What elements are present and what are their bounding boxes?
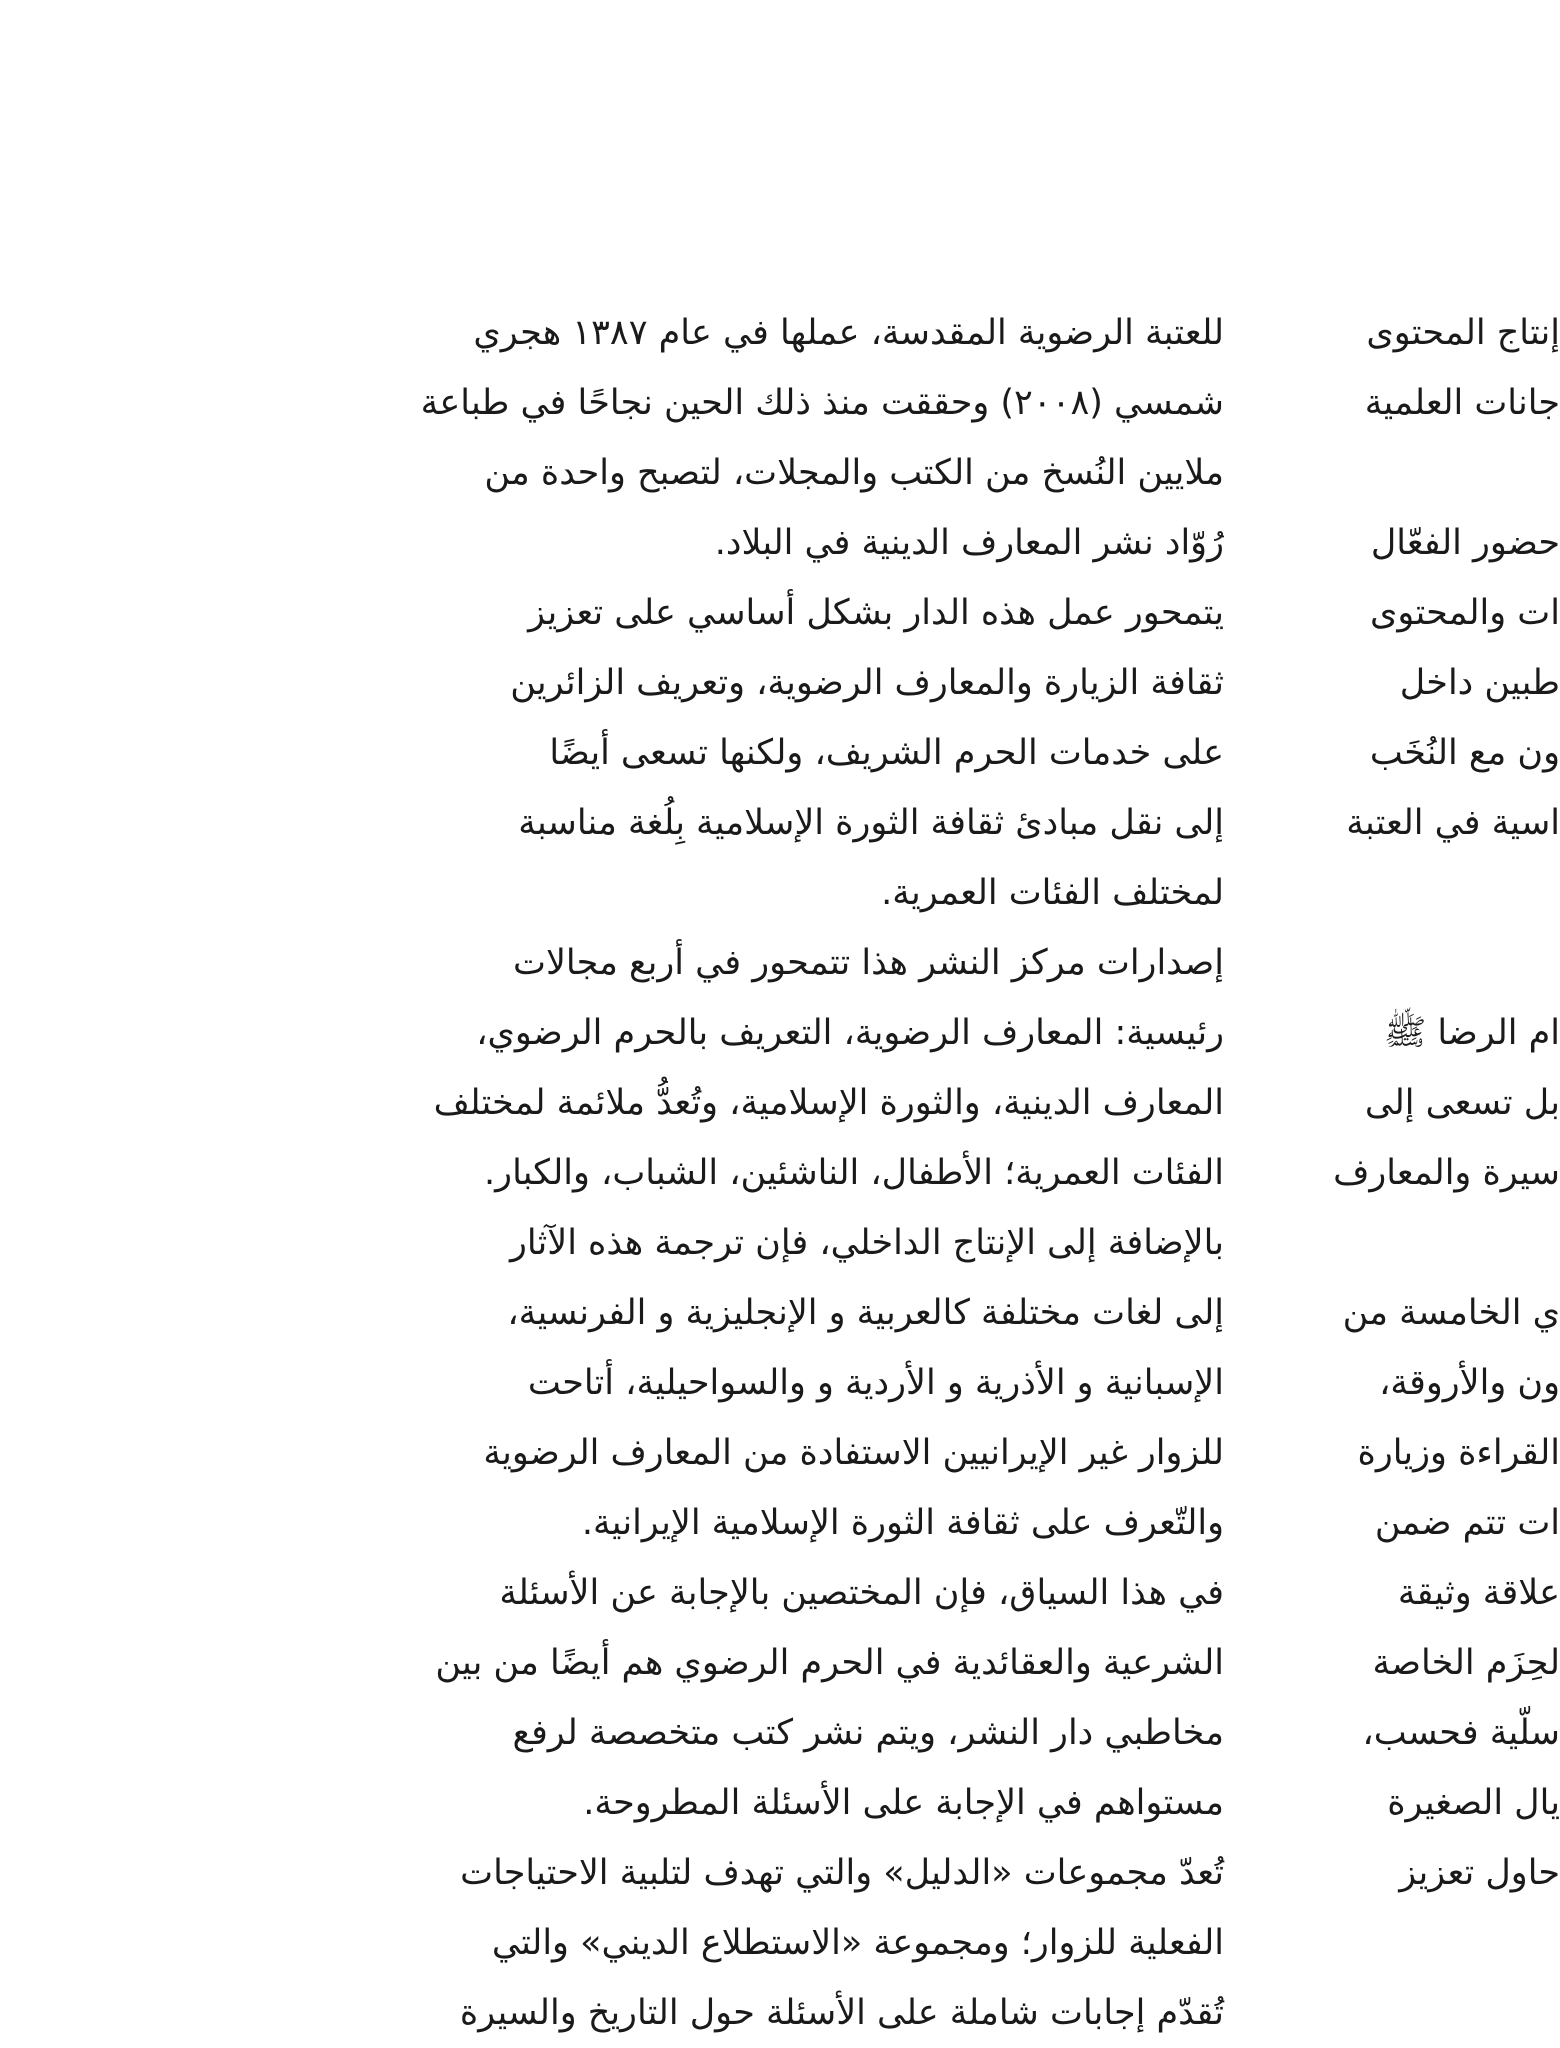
text-fragment: لحِزَم الخاصة (1372, 1643, 1560, 1683)
text-fragment: يال الصغيرة (1387, 1783, 1560, 1823)
text-line: على خدمات الحرم الشريف، ولكنها تسعى أيضًا (549, 733, 1224, 773)
main-text-column (352, 298, 1224, 2048)
text-fragment: ام الرضا ﷺ (1383, 1013, 1560, 1053)
text-line: الشرعية والعقائدية في الحرم الرضوي هم أيضًا من بين (435, 1643, 1224, 1683)
text-line: مستواهم في الإجابة على الأسئلة المطروحة. (583, 1783, 1224, 1823)
text-fragment: ون والأروقة، (1379, 1363, 1560, 1403)
text-fragment: ي الخامسة من (1342, 1293, 1560, 1333)
text-line: إصدارات مركز النشر هذا تتمحور في أربع مجالات (513, 943, 1224, 983)
text-fragment: حضور الفعّال (1370, 523, 1560, 563)
text-line: إلى لغات مختلفة كالعربية و الإنجليزية و الفرنسية، (507, 1293, 1224, 1333)
text-line: تُعدّ مجموعات «الدليل» والتي تهدف لتلبية الاحتياجات (460, 1853, 1224, 1893)
text-fragment: جانات العلمية (1364, 383, 1560, 423)
text-line: للعتبة الرضوية المقدسة، عملها في عام ١٣٨٧ هجري (473, 313, 1224, 353)
text-fragment: علاقة وثيقة (1397, 1573, 1560, 1613)
text-line: بالإضافة إلى الإنتاج الداخلي، فإن ترجمة هذه الآثار (509, 1223, 1224, 1263)
text-line: للزوار غير الإيرانيين الاستفادة من المعارف الرضوية (483, 1433, 1224, 1473)
text-fragment: القراءة وزيارة (1357, 1433, 1560, 1473)
text-fragment: ات والمحتوى (1370, 593, 1560, 633)
text-fragment: طبين داخل (1399, 663, 1560, 703)
text-line: الفئات العمرية؛ الأطفال، الناشئين، الشباب، والكبار. (484, 1153, 1224, 1193)
text-line: الإسبانية و الأذرية و الأردية و والسواحيلية، أتاحت (527, 1363, 1224, 1403)
text-line: ثقافة الزيارة والمعارف الرضوية، وتعريف الزائرين (510, 663, 1224, 703)
text-line: في هذا السياق، فإن المختصين بالإجابة عن الأسئلة (499, 1573, 1224, 1613)
text-fragment: بل تسعى إلى (1364, 1083, 1560, 1123)
text-line: والتّعرف على ثقافة الثورة الإسلامية الإيرانية. (581, 1503, 1224, 1543)
text-line: رئيسية: المعارف الرضوية، التعريف بالحرم الرضوي، (476, 1013, 1224, 1053)
text-line: الفعلية للزوار؛ ومجموعة «الاستطلاع الديني» والتي (491, 1923, 1224, 1963)
text-line: المعارف الدينية، والثورة الإسلامية، وتُعدُّ ملائمة لمختلف (433, 1083, 1224, 1123)
text-fragment: ات تتم ضمن (1374, 1503, 1560, 1543)
text-line: تُقدّم إجابات شاملة على الأسئلة حول التاريخ والسيرة (459, 1993, 1224, 2033)
text-line: إلى نقل مبادئ ثقافة الثورة الإسلامية بِلُغة مناسبة (518, 803, 1224, 843)
text-line: يتمحور عمل هذه الدار بشكل أساسي على تعزيز (528, 593, 1224, 633)
text-fragment: سيرة والمعارف (1333, 1153, 1560, 1193)
text-line: رُوّاد نشر المعارف الدينية في البلاد. (714, 523, 1224, 563)
text-fragment: ون مع النُخَب (1369, 733, 1560, 773)
text-fragment: اسية في العتبة (1346, 803, 1560, 843)
text-line: لمختلف الفئات العمرية. (881, 873, 1224, 913)
text-fragment: سلّية فحسب، (1362, 1713, 1560, 1753)
text-line: شمسي (٢٠٠٨) وحققت منذ ذلك الحين نجاحًا في طباعة (420, 383, 1224, 423)
text-line: ملايين النُسخ من الكتب والمجلات، لتصبح واحدة من (484, 453, 1224, 493)
text-fragment: إنتاج المحتوى (1366, 313, 1560, 353)
text-line: مخاطبي دار النشر، ويتم نشر كتب متخصصة لرفع (512, 1713, 1224, 1753)
text-fragment: حاول تعزيز (1399, 1853, 1560, 1893)
adjacent-column-fragment (1270, 298, 1560, 2038)
